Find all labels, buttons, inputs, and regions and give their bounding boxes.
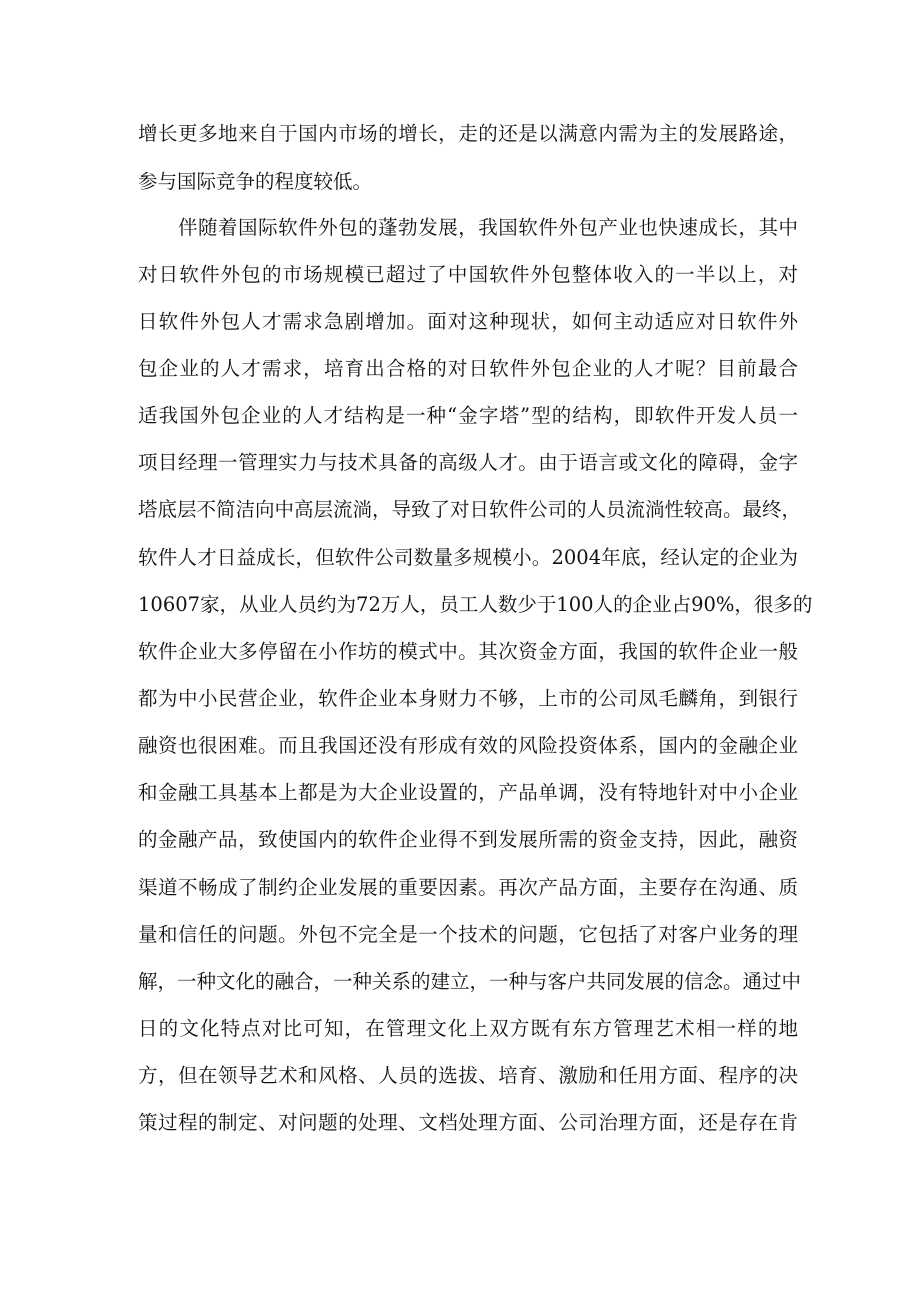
- text-line: 伴随着国际软件外包的蓬勃发展，我国软件外包产业也快速成长，其中: [178, 216, 798, 239]
- text-line: 日的文化特点对比可知，在管理文化上双方既有东方管理艺术相一样的地: [138, 1017, 798, 1040]
- text-line: 参与国际竞争的程度较低。: [138, 170, 373, 193]
- text-line: 方，但在领导艺术和风格、人员的选拔、培育、激励和任用方面、程序的决: [138, 1064, 798, 1087]
- text-line: 都为中小民营企业，软件企业本身财力不够，上市的公司凤毛麟角，到银行: [138, 687, 798, 710]
- text-line: 的金融产品，致使国内的软件企业得不到发展所需的资金支持，因此，融资: [138, 828, 798, 851]
- text-line: 解，一种文化的融合，一种关系的建立，一种与客户共同发展的信念。通过中: [138, 970, 802, 993]
- text-line: 适我国外包企业的人才结构是一种“金字塔”型的结构，即软件开发人员一: [138, 404, 798, 427]
- text-line: 和金融工具基本上都是为大企业设置的，产品单调，没有特地针对中小企业: [138, 781, 798, 804]
- text-line: 软件人才日益成长，但软件公司数量多规模小。2004年底，经认定的企业为: [138, 546, 798, 569]
- text-line: 10607家，从业人员约为72万人，员工人数少于100人的企业占90%，很多的: [138, 593, 813, 616]
- text-line: 日软件外包人才需求急剧增加。面对这种现状，如何主动适应对日软件外: [138, 310, 798, 333]
- text-line: 软件企业大多停留在小作坊的模式中。其次资金方面，我国的软件企业一般: [138, 640, 798, 663]
- text-line: 增长更多地来自于国内市场的增长，走的还是以满意内需为主的发展路途，: [138, 122, 798, 145]
- text-line: 融资也很困难。而且我国还没有形成有效的风险投资体系，国内的金融企业: [138, 734, 798, 757]
- text-line: 项目经理一管理实力与技术具备的高级人才。由于语言或文化的障碍，金字: [138, 451, 798, 474]
- text-line: 量和信任的问题。外包不完全是一个技术的问题，它包括了对客户业务的理: [138, 923, 798, 946]
- text-line: 对日软件外包的市场规模已超过了中国软件外包整体收入的一半以上，对: [138, 263, 798, 286]
- text-line: 包企业的人才需求，培育出合格的对日软件外包企业的人才呢？目前最合: [138, 357, 798, 380]
- text-line: 渠道不畅成了制约企业发展的重要因素。再次产品方面，主要存在沟通、质: [138, 876, 798, 899]
- text-line: 塔底层不简洁向中高层流淌，导致了对日软件公司的人员流淌性较高。最终，: [138, 498, 802, 521]
- text-line: 策过程的制定、对问题的处理、文档处理方面、公司治理方面，还是存在肯: [138, 1111, 798, 1134]
